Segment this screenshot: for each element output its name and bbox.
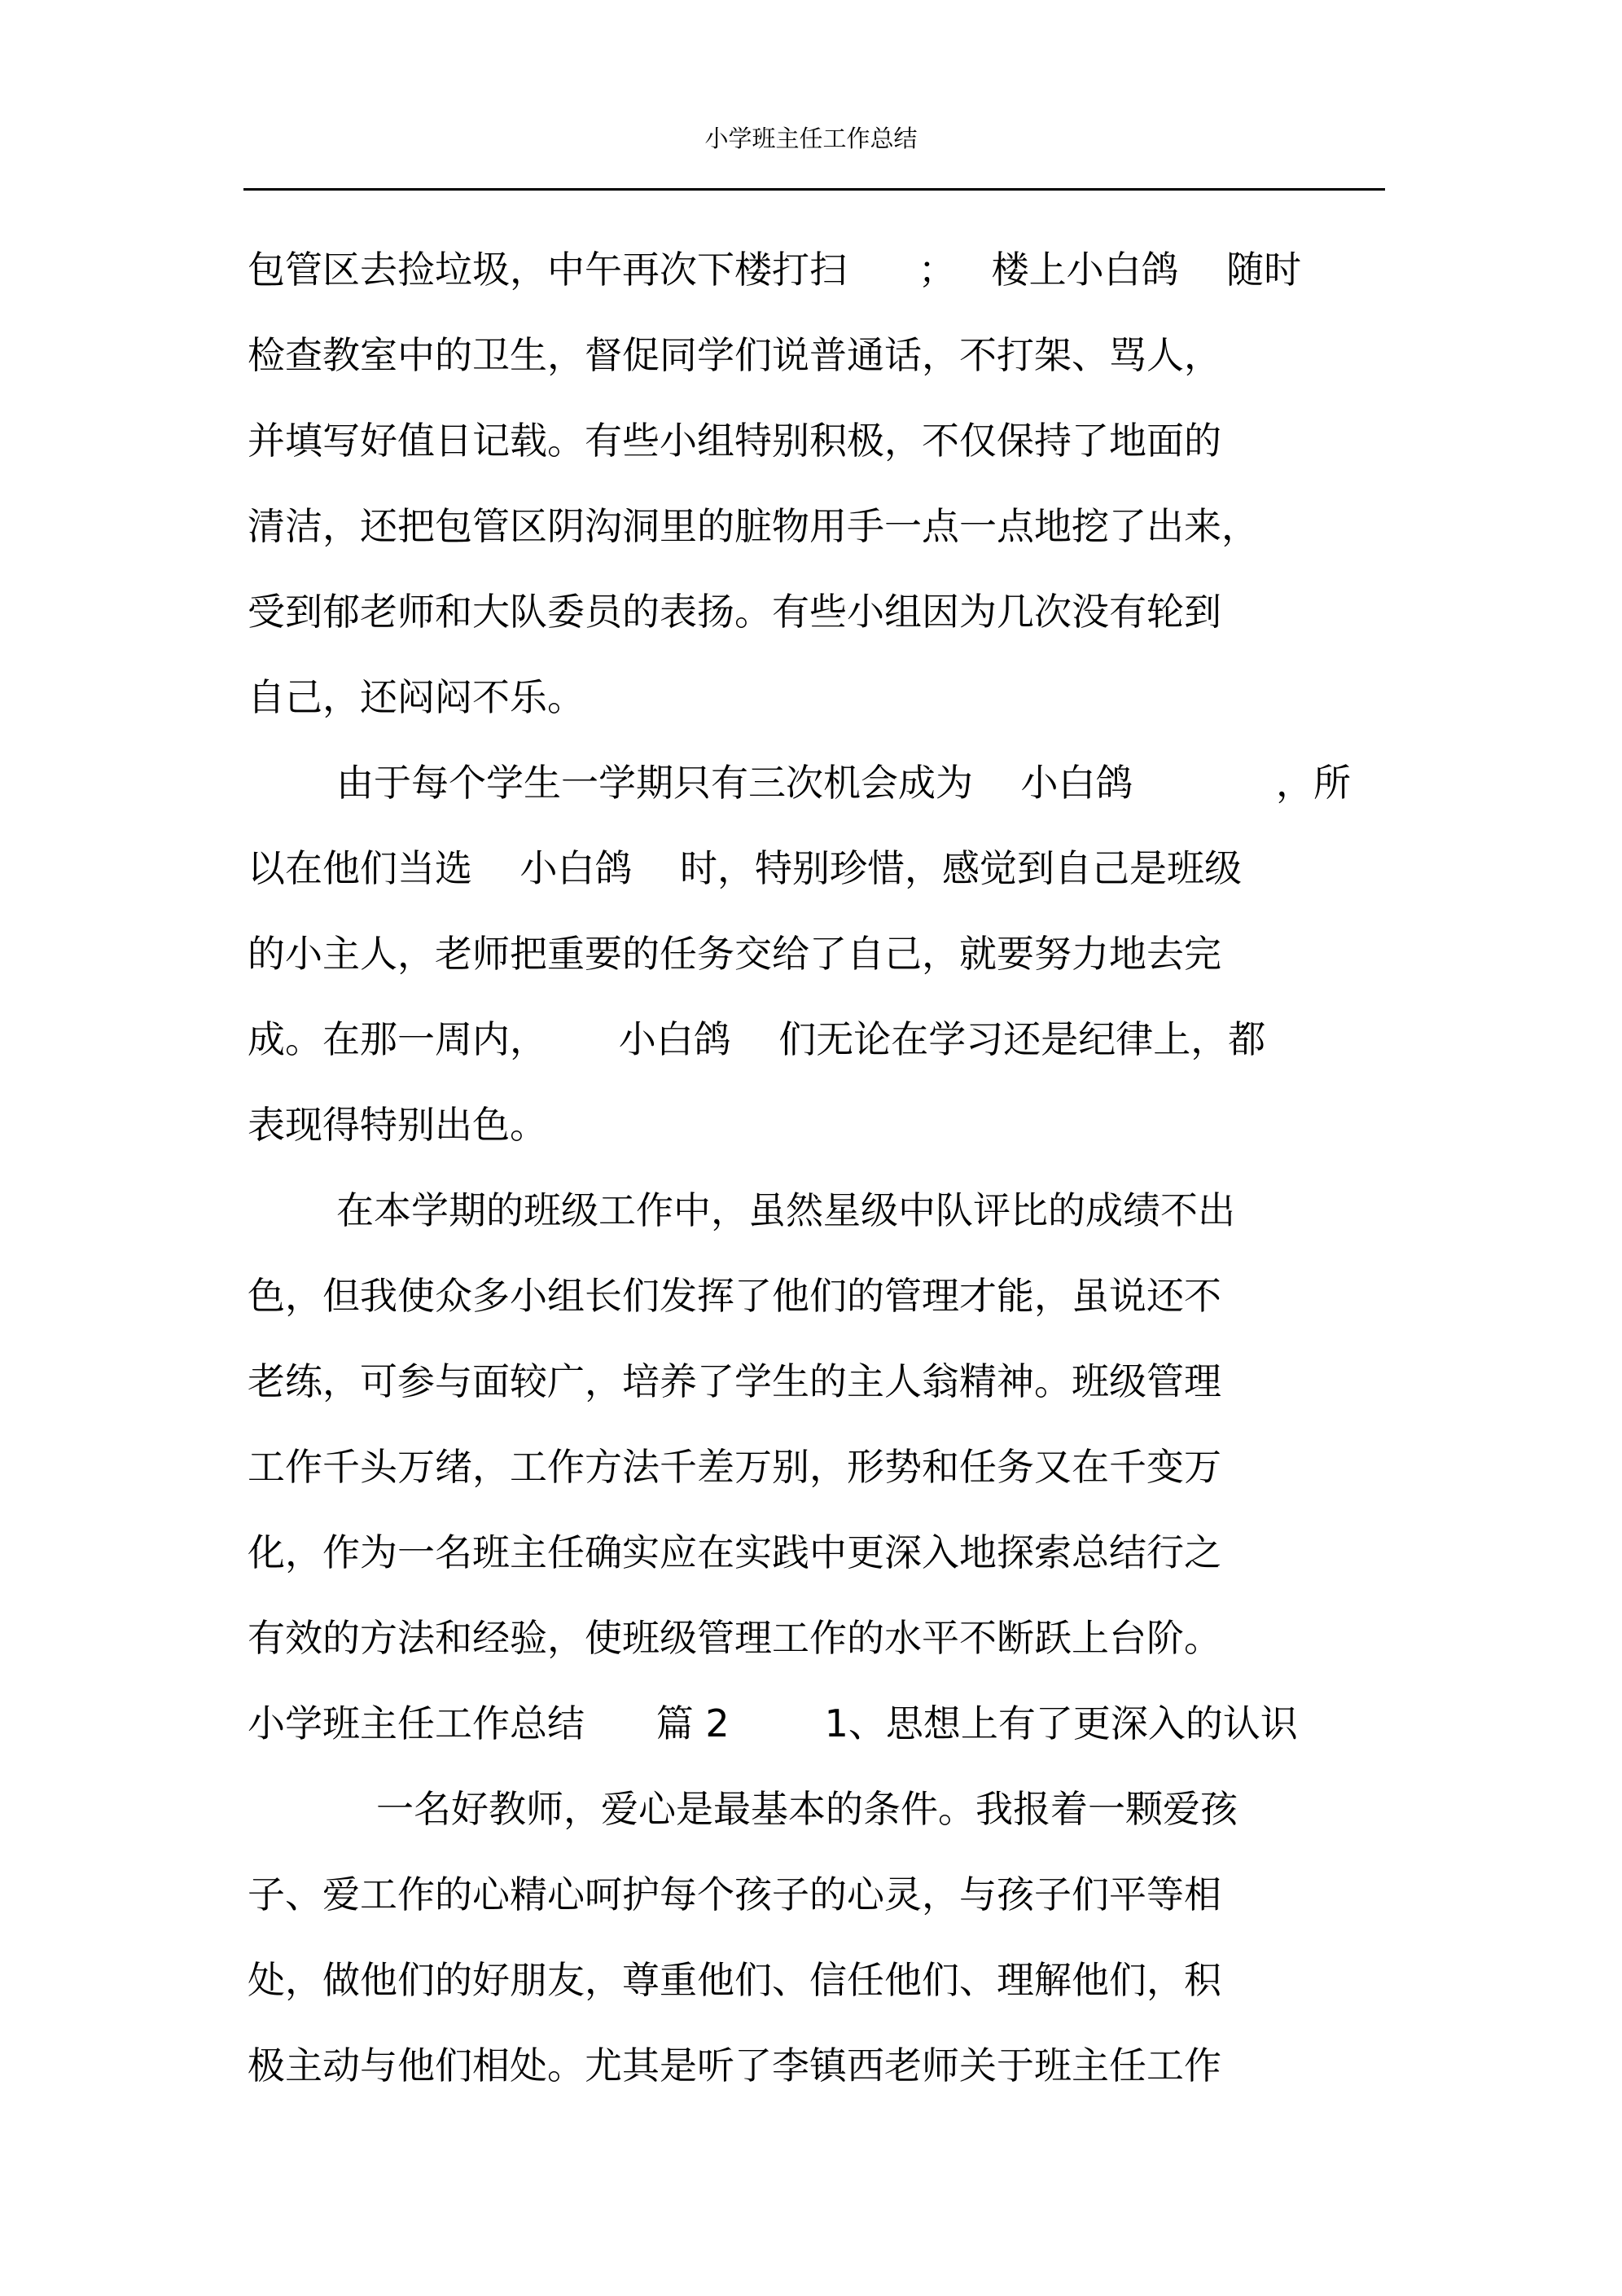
paragraph-start-line: 在本学期的班级工作中，虽然星级中队评比的成绩不出	[336, 1188, 1235, 1232]
text-line: 受到郁老师和大队委员的表扬。有些小组因为几次没有轮到	[248, 590, 1221, 634]
document-body	[248, 227, 1404, 2109]
text-line: 有效的方法和经验，使班级管理工作的水平不断跃上台阶。	[248, 1616, 1221, 1660]
section-heading-line: 小学班主任工作总结 篇 2 1、思想上有了更深入的认识	[248, 1701, 1298, 1745]
text-line: 包管区去捡垃圾，中午再次下楼打扫 ； 楼上小白鸽 随时	[248, 248, 1302, 292]
text-line: 工作千头万绪，工作方法千差万别，形势和任务又在千变万	[248, 1445, 1221, 1489]
header-divider	[243, 188, 1385, 191]
text-line: 成。在那一周内， 小白鸽 们无论在学习还是纪律上，都	[248, 1017, 1266, 1061]
text-line: 化，作为一名班主任确实应在实践中更深入地探索总结行之	[248, 1530, 1221, 1574]
text-line: 以在他们当选 小白鸽 时，特别珍惜，感觉到自己是班级	[248, 846, 1242, 890]
text-line: 老练，可参与面较广，培养了学生的主人翁精神。班级管理	[248, 1359, 1221, 1403]
text-line: 检查教室中的卫生，督促同学们说普通话，不打架、骂人，	[248, 333, 1221, 377]
text-line: 处，做他们的好朋友，尊重他们、信任他们、理解他们，积	[248, 1958, 1221, 2002]
text-line: 并填写好值日记载。有些小组特别积极，不仅保持了地面的	[248, 419, 1221, 463]
text-line: 极主动与他们相处。尤其是听了李镇西老师关于班主任工作	[248, 2044, 1221, 2087]
text-line: 的小主人，老师把重要的任务交给了自己，就要努力地去完	[248, 932, 1221, 976]
page-header-title: 小学班主任工作总结	[704, 125, 918, 152]
text-line: 子、爱工作的心精心呵护每个孩子的心灵，与孩子们平等相	[248, 1872, 1221, 1916]
text-line: 自己，还闷闷不乐。	[248, 675, 585, 719]
text-line: 表现得特别出色。	[248, 1103, 547, 1147]
text-line: 清洁，还把包管区阴沟洞里的脏物用手一点一点地挖了出来，	[248, 504, 1259, 548]
text-line: 色，但我使众多小组长们发挥了他们的管理才能，虽说还不	[248, 1274, 1221, 1318]
paragraph-start-line: 由于每个学生一学期只有三次机会成为 小白鸽 ，所	[336, 761, 1351, 805]
paragraph-start-line: 一名好教师，爱心是最基本的条件。我报着一颗爱孩	[376, 1787, 1238, 1831]
